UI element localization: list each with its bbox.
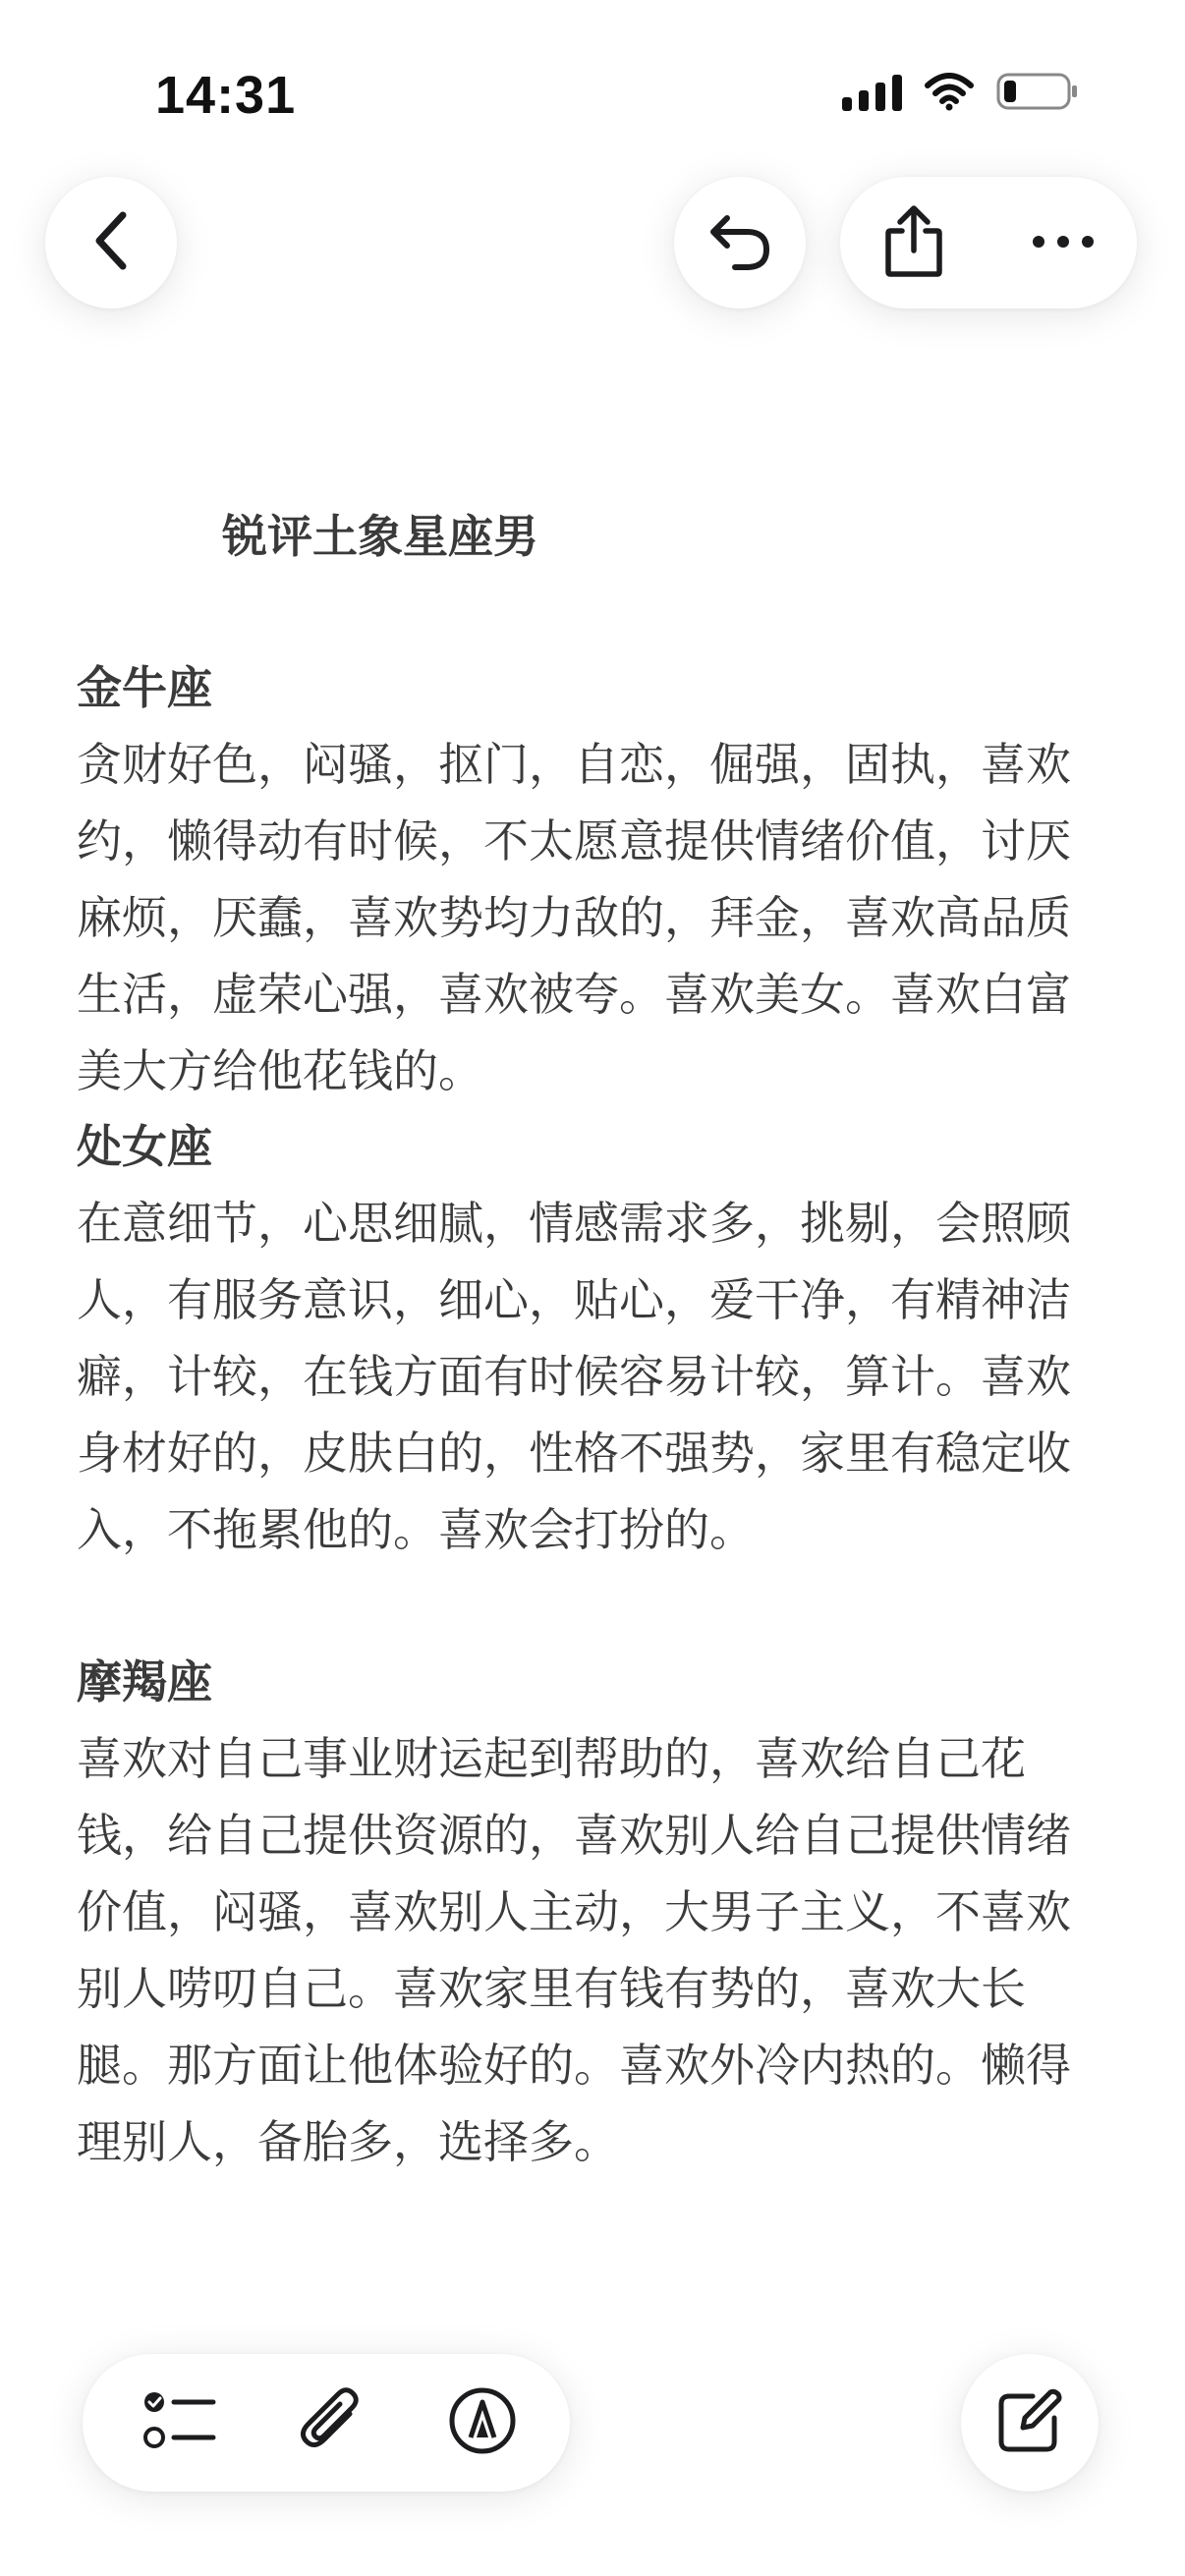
more-button[interactable] bbox=[997, 177, 1129, 308]
share-button[interactable] bbox=[848, 177, 980, 308]
back-button[interactable] bbox=[45, 177, 177, 308]
section-heading: 摩羯座 bbox=[77, 1655, 212, 1708]
bottom-toolbar bbox=[83, 2354, 570, 2492]
note-title[interactable]: 锐评土象星座男 bbox=[222, 510, 538, 563]
status-time: 14:31 bbox=[155, 66, 297, 125]
checklist-button[interactable] bbox=[116, 2354, 244, 2492]
compose-icon bbox=[997, 2388, 1062, 2457]
ellipsis-icon bbox=[1032, 234, 1095, 252]
section-heading: 金牛座 bbox=[77, 661, 212, 714]
share-more-group bbox=[840, 177, 1137, 308]
section-body: 贪财好色，闷骚，抠门，自恋，倔强，固执，喜欢约，懒得动有时候，不太愿意提供情绪价值，讨厌麻烦，厌蠢，喜欢势均力敌的，拜金，喜欢高品质生活，虚荣心强，喜欢被夸。喜欢美女。喜欢白富美大方给他花钱的。 bbox=[77, 738, 1071, 1097]
share-icon bbox=[882, 203, 945, 282]
section-body: 在意细节，心思细腻，情感需求多，挑剔，会照顾人，有服务意识，细心，贴心，爱干净，有精神洁癖，计较，在钱方面有时候容易计较，算计。喜欢身材好的，皮肤白的，性格不强势，家里有稳定收入，不拖累他的。喜欢会打扮的。 bbox=[77, 1197, 1071, 1556]
undo-icon bbox=[705, 208, 774, 277]
checklist-icon bbox=[142, 2388, 217, 2457]
markup-pen-icon bbox=[448, 2386, 517, 2459]
wifi-icon bbox=[924, 72, 975, 111]
battery-low-icon bbox=[996, 71, 1079, 112]
status-bar bbox=[0, 0, 1185, 187]
compose-button[interactable] bbox=[961, 2354, 1099, 2492]
cellular-signal-icon bbox=[842, 72, 902, 111]
paperclip-icon bbox=[299, 2386, 364, 2459]
note-section[interactable] bbox=[77, 649, 1108, 1109]
top-toolbar bbox=[0, 177, 1185, 324]
status-icons bbox=[842, 71, 1079, 112]
undo-button[interactable] bbox=[674, 177, 806, 308]
section-body: 喜欢对自己事业财运起到帮助的，喜欢给自己花钱，给自己提供资源的，喜欢别人给自己提供情绪价值，闷骚，喜欢别人主动，大男子主义，不喜欢别人唠叨自己。喜欢家里有钱有势的，喜欢大长腿。那方面让他体验好的。喜欢外冷内热的。懒得理别人，备胎多，选择多。 bbox=[77, 1732, 1071, 2168]
section-heading: 处女座 bbox=[77, 1120, 212, 1173]
chevron-left-icon bbox=[89, 209, 133, 276]
note-section[interactable] bbox=[77, 1108, 1108, 1568]
attach-button[interactable] bbox=[267, 2354, 395, 2492]
markup-button[interactable] bbox=[419, 2354, 546, 2492]
note-section[interactable] bbox=[77, 1644, 1108, 2180]
